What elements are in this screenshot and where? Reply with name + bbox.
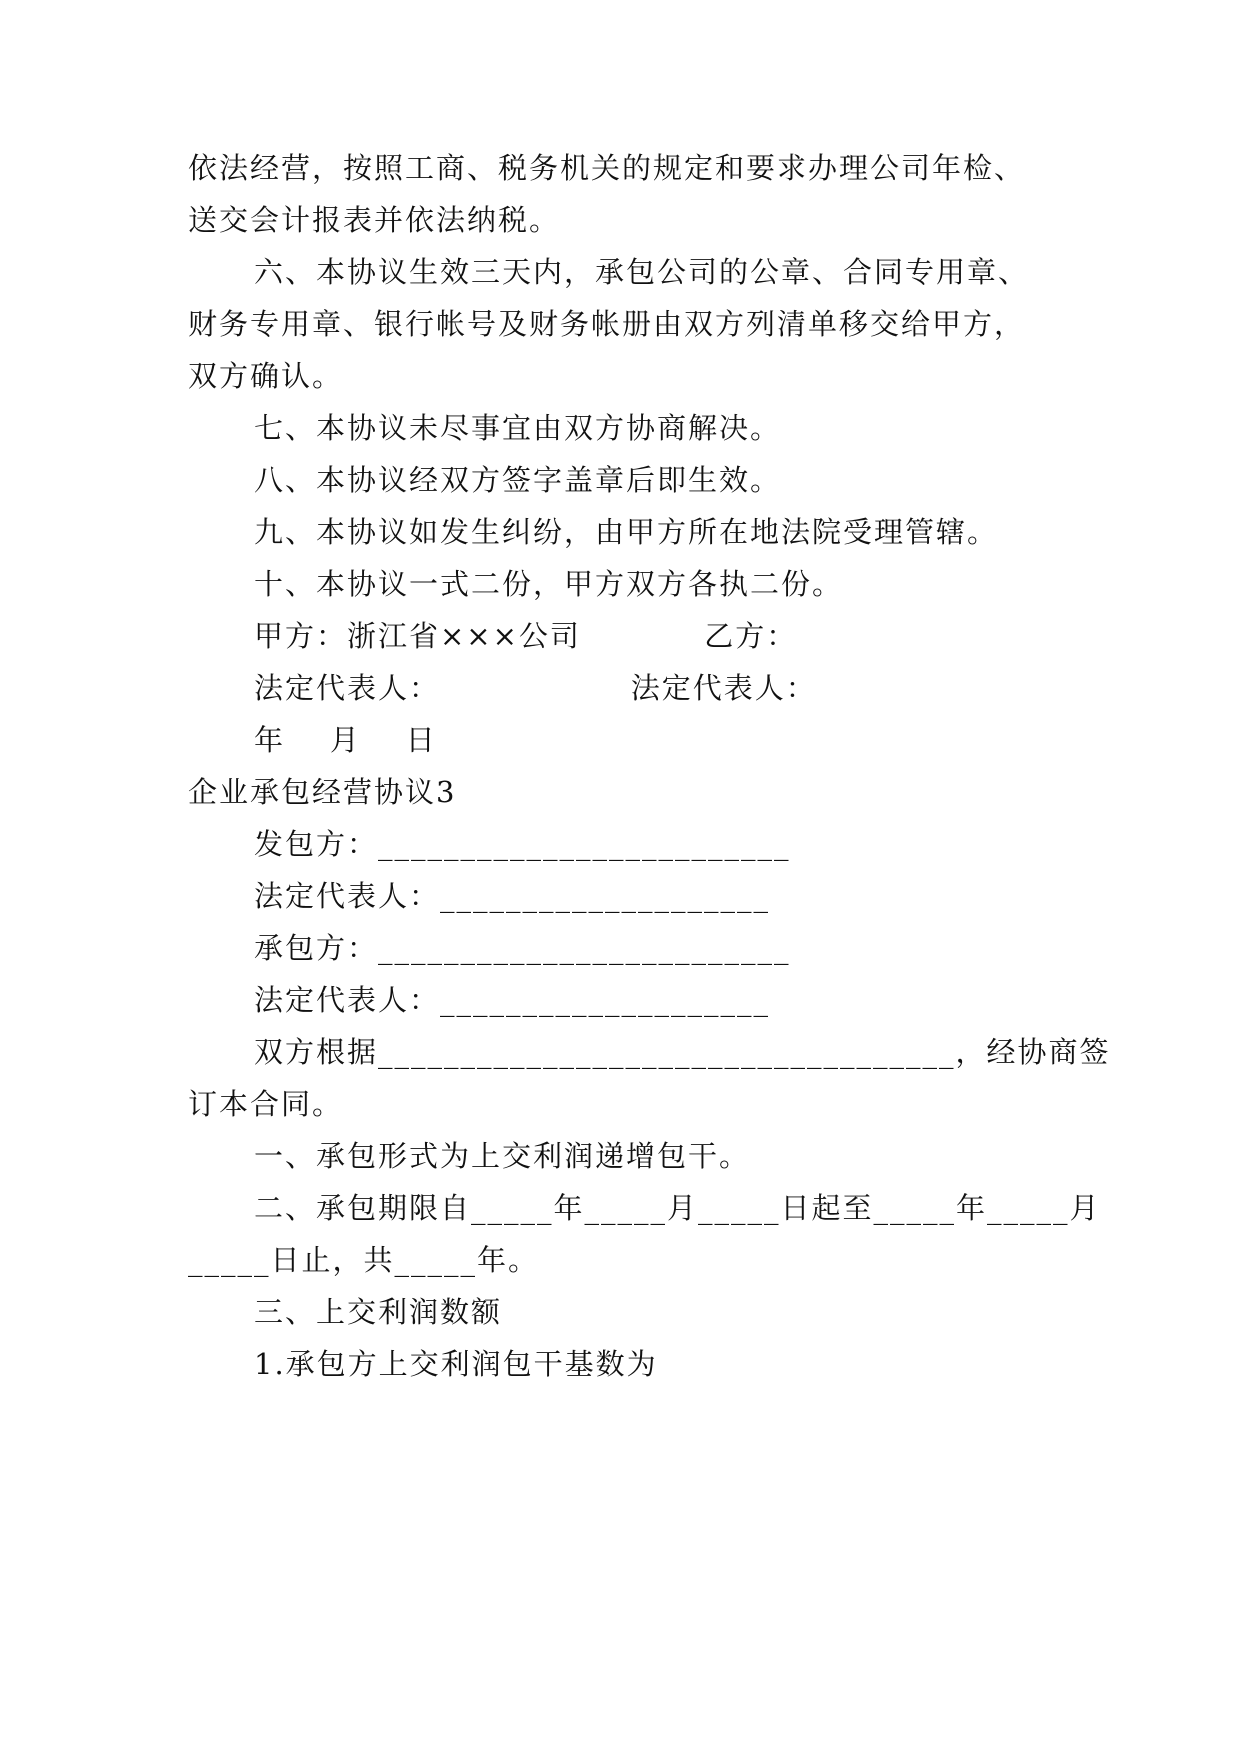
paragraph-line: 送交会计报表并依法纳税。: [188, 203, 561, 237]
section-title: 企业承包经营协议3: [188, 775, 457, 809]
basis-paragraph: 双方根据___________________________________，经协商签: [254, 1035, 1111, 1069]
contractee-field: 承包方：_________________________: [254, 931, 791, 965]
paragraph-line: 财务专用章、银行帐号及财务帐册由双方列清单移交给甲方，: [188, 307, 1026, 341]
clause-three: 三、上交利润数额: [254, 1295, 503, 1329]
contractor-field: 发包方：_________________________: [254, 827, 791, 861]
clause-nine: 九、本协议如发生纠纷，由甲方所在地法院受理管辖。: [254, 515, 999, 549]
signature-representatives: 法定代表人： 法定代表人：: [254, 671, 817, 705]
contractor-representative-field: 法定代表人：____________________: [254, 879, 771, 913]
clause-seven: 七、本协议未尽事宜由双方协商解决。: [254, 411, 782, 445]
clause-eight: 八、本协议经双方签字盖章后即生效。: [254, 463, 782, 497]
clause-six: 六、本协议生效三天内，承包公司的公章、合同专用章、: [254, 255, 1030, 289]
paragraph-line: 订本合同。: [188, 1087, 344, 1121]
clause-two: 二、承包期限自_____年_____月_____日起至_____年_____月: [254, 1191, 1101, 1225]
paragraph-line: 依法经营，按照工商、税务机关的规定和要求办理公司年检、: [188, 151, 1026, 185]
paragraph-line: 双方确认。: [188, 359, 344, 393]
clause-one: 一、承包形式为上交利润递增包干。: [254, 1139, 751, 1173]
contractee-representative-field: 法定代表人：____________________: [254, 983, 771, 1017]
signature-date: 年 月 日: [254, 723, 437, 757]
signature-parties: 甲方：浙江省×××公司 乙方：: [254, 619, 798, 653]
clause-three-item-one: 1.承包方上交利润包干基数为: [254, 1347, 658, 1381]
paragraph-line: _____日止，共_____年。: [188, 1243, 540, 1277]
clause-ten: 十、本协议一式二份，甲方双方各执二份。: [254, 567, 844, 601]
